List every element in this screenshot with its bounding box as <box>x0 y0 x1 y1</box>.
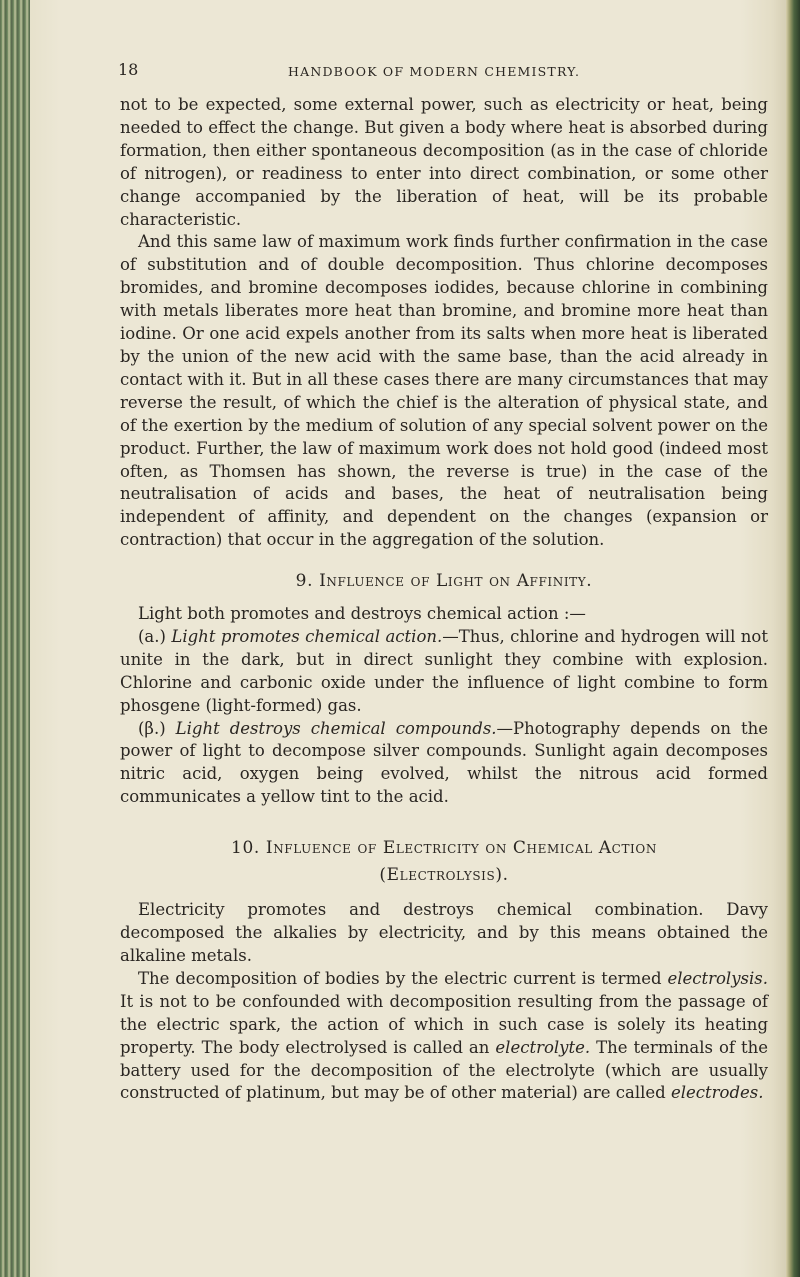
paragraph-light-intro: Light both promotes and destroys chemical action :— <box>138 604 586 624</box>
paragraph-light-promotes <box>120 626 768 718</box>
page-number: 18 <box>118 60 139 79</box>
section-heading-light: 9. Influence of Light on Affinity. <box>295 571 593 592</box>
paragraph-continued: not to be expected, some external power, such as electricity or heat, being needed to effect the change. But given a body where heat is absorbed during formation, then either spontaneous decomposition (as in the case of chloride of nitrogen), or readiness to enter into direct combination, or some other change accompanied by the liberation of heat, will be its probable characteristic. <box>120 95 768 229</box>
item-label-b: (β.) <box>138 718 176 738</box>
right-binding-edge <box>786 0 800 1277</box>
electrolysis-text-b: It is not to be confounded with decomposition resulting from the passage of the electric spark, the action of which in such case is solely its heating property. The body electrolysed is called an <box>120 991 768 1057</box>
item-label-a: (a.) <box>138 626 172 646</box>
item-text-b: —Photography depends on the power of light to decompose silver compounds. Sunlight again decomposes nitric acid, oxygen being evolved, whilst the nitrous acid formed communicates a yellow tint to the acid. <box>120 718 768 807</box>
paragraph-light-destroys <box>120 718 768 810</box>
left-binding-edge <box>0 0 30 1277</box>
section-heading-electricity <box>120 835 768 889</box>
page-body <box>120 94 768 1105</box>
item-title-a: Light promotes chemical action. <box>171 626 443 646</box>
paragraph-electricity-promotes: Electricity promotes and destroys chemical combination. Davy decomposed the alkalies by electricity, and by this means obtained the alkaline metals. <box>120 900 768 965</box>
item-title-b: Light destroys chemical compounds. <box>175 718 497 738</box>
page-header <box>118 60 718 82</box>
paragraph-maximum-work: And this same law of maximum work finds further confirmation in the case of substitution and of double decomposition. Thus chlorine decomposes bromides, and bromine decomposes iodides, because chlorine in combining with metals liberates more heat than bromine, and bromine more heat than iodine. Or one acid expels another from its salts when more heat is liberated by the union of the new acid with the same base, than the acid already in contact with it. But in all these cases there are many circumstances that may reverse the result, of which the chief is the alteration of physical state, and of the exertion by the medium of solution of any special solvent power on the product. Further, the law of maximum work does not hold good (indeed most often, as Thomsen has shown, the reverse is true) in the case of the neutralisation of acids and bases, the heat of neutralisation being independent of affinity, and dependent on the changes (expansion or contraction) that occur in the aggregation of the solution. <box>120 232 768 550</box>
section-heading-electricity-line1: 10. Influence of Electricity on Chemical Action <box>231 838 657 859</box>
term-electrolysis: electrolysis. <box>667 968 768 988</box>
item-text-a: —Thus, chlorine and hydrogen will not unite in the dark, but in direct sunlight they combine with explosion. Chlorine and carbonic oxide under the influence of light combine to form phosgene (light-formed) gas. <box>120 626 768 715</box>
paragraph-electrolysis <box>120 968 768 1105</box>
electrolysis-text-a: The decomposition of bodies by the electric current is termed <box>138 968 668 988</box>
running-head: HANDBOOK OF MODERN CHEMISTRY. <box>288 64 581 79</box>
section-heading-electricity-line2: (Electrolysis). <box>379 865 509 886</box>
electrolysis-text-c: The terminals of the battery used for the decomposition of the electrolyte (which are usually constructed of platinum, but may be of other material) are called <box>120 1037 769 1103</box>
term-electrolyte: electrolyte. <box>495 1037 591 1057</box>
term-electrodes: electrodes. <box>670 1083 764 1103</box>
